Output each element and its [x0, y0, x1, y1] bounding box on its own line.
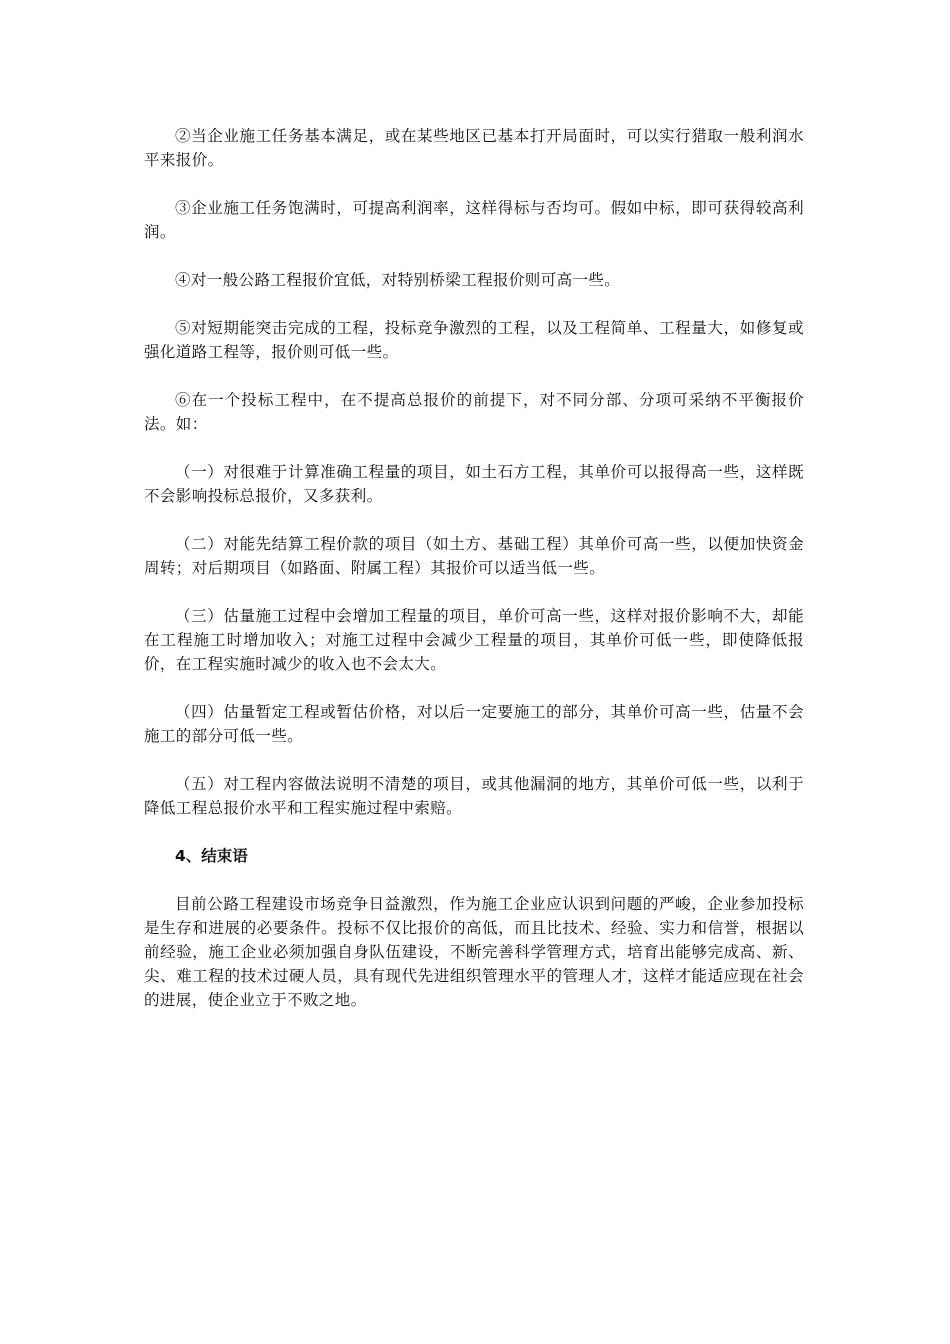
conclusion-paragraph: 目前公路工程建设市场竞争日益激烈，作为施工企业应认识到问题的严峻，企业参加投标是生存和进展的必要条件。投标不仅比报价的高低，而且比技术、经验、实力和信誉，根据以前经验，施工企业必须加强自身队伍建设，不断完善科学管理方式，培育出能够完成高、新、尖、难工程的技术过硬人员，具有现代先进组织管理水平的管理人才，这样才能适应现在社会的进展，使企业立于不败之地。	[144, 895, 804, 1009]
paragraph-item-3: ③企业施工任务饱满时，可提高利润率，这样得标与否均可。假如中标，即可获得较高利润。	[144, 199, 804, 241]
paragraph-item-4: ④对一般公路工程报价宜低，对特别桥梁工程报价则可高一些。	[175, 271, 621, 289]
paragraph-item-6: ⑥在一个投标工程中，在不提高总报价的前提下，对不同分部、分项可采纳不平衡报价法。如：	[144, 391, 804, 433]
paragraph-subitem-2: （二）对能先结算工程价款的项目（如土方、基础工程）其单价可高一些，以便加快资金周转；对后期项目（如路面、附属工程）其报价可以适当低一些。	[144, 535, 804, 577]
document-page	[144, 124, 804, 1012]
paragraph-subitem-1: （一）对很难于计算准确工程量的项目，如土石方工程，其单价可以报得高一些，这样既不会影响投标总报价，又多获利。	[144, 463, 804, 505]
paragraph-item-2: ②当企业施工任务基本满足，或在某些地区已基本打开局面时，可以实行猎取一般利润水平来报价。	[144, 127, 804, 169]
paragraph-item-5: ⑤对短期能突击完成的工程，投标竞争激烈的工程，以及工程简单、工程量大，如修复或强化道路工程等，报价则可低一些。	[144, 319, 804, 361]
paragraph-subitem-5: （五）对工程内容做法说明不清楚的项目，或其他漏洞的地方，其单价可低一些，以利于降低工程总报价水平和工程实施过程中索赔。	[144, 775, 804, 817]
paragraph-subitem-3: （三）估量施工过程中会增加工程量的项目，单价可高一些，这样对报价影响不大，却能在工程施工时增加收入；对施工过程中会减少工程量的项目，其单价可低一些，即使降低报价，在工程实施时减少的收入也不会太大。	[144, 607, 804, 673]
section-heading: 4、结束语	[175, 847, 248, 865]
paragraph-subitem-4: （四）估量暂定工程或暂估价格，对以后一定要施工的部分，其单价可高一些，估量不会施工的部分可低一些。	[144, 703, 804, 745]
